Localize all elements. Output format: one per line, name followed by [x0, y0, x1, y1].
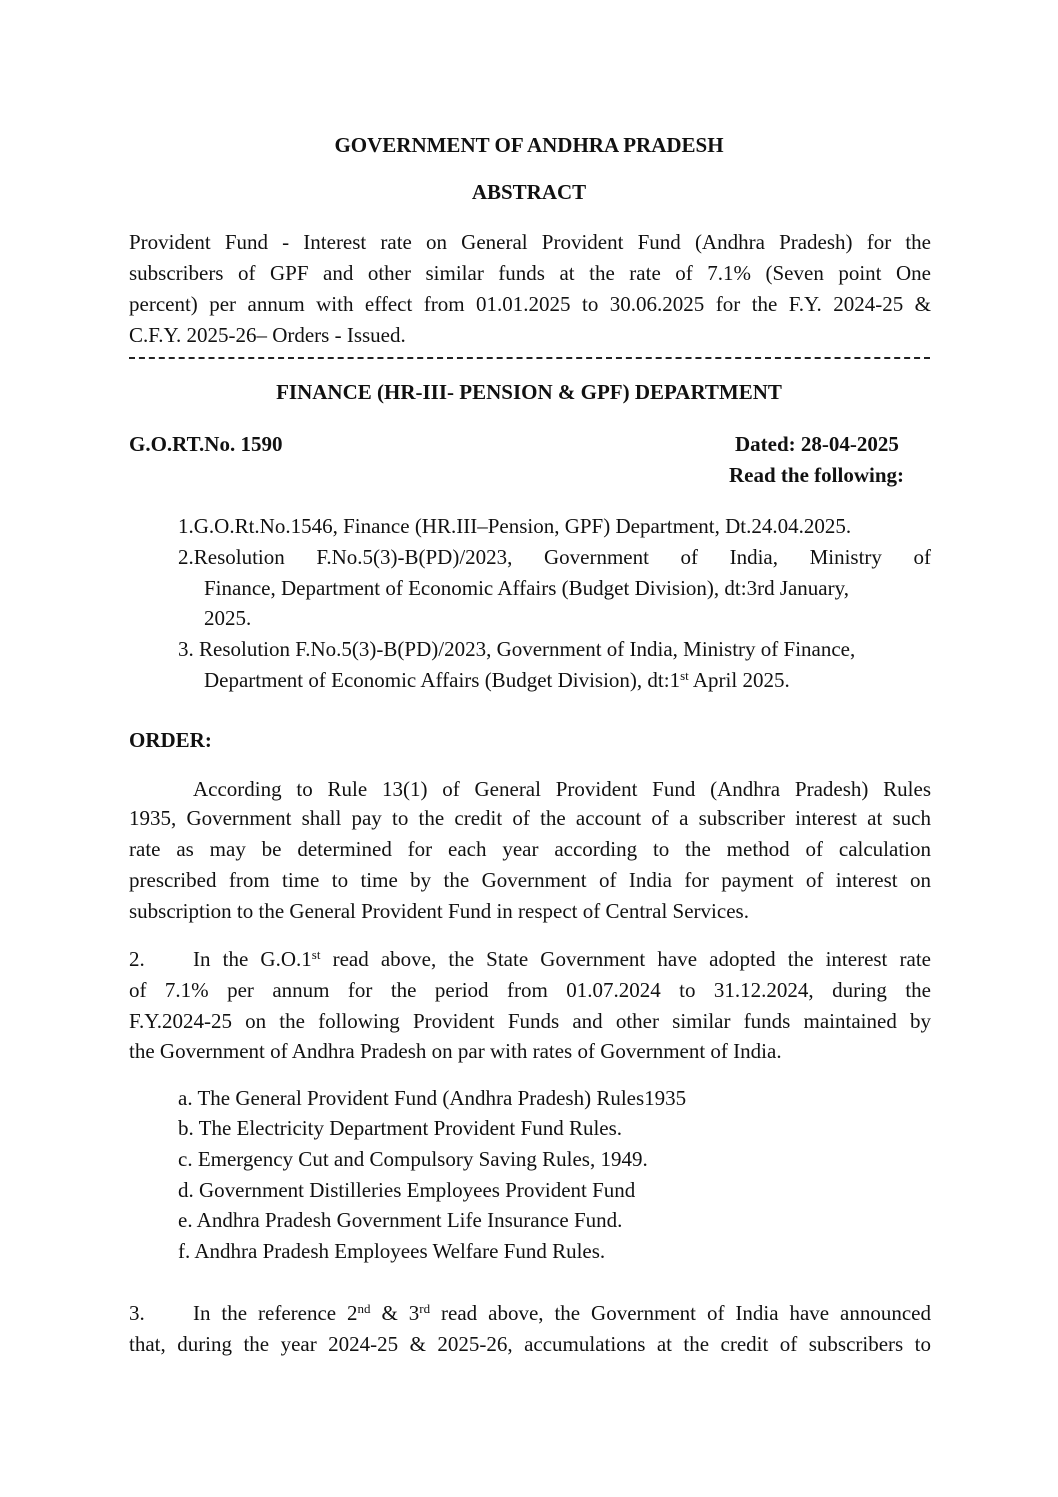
paragraph-number: 2.	[129, 947, 145, 971]
fund-item: b. The Electricity Department Provident Fund Rules.	[178, 1116, 623, 1140]
go-number: G.O.RT.No. 1590	[129, 432, 283, 456]
reference-item-1: 1.G.O.Rt.No.1546, Finance (HR.III–Pension, GPF) Department, Dt.24.04.2025.	[178, 514, 852, 538]
reference-item-3-cont	[204, 668, 790, 693]
fund-item: c. Emergency Cut and Compulsory Saving Rules, 1949.	[178, 1147, 648, 1171]
dashed-divider	[129, 357, 930, 359]
reference-text: Department of Economic Affairs (Budget Division), dt:1	[204, 668, 681, 692]
reference-text: April 2025.	[688, 668, 790, 692]
reference-item-2-cont: Finance, Department of Economic Affairs (Budget Division), dt:3rd January,	[204, 576, 850, 600]
read-following-label: Read the following:	[729, 463, 904, 487]
ordinal-superscript: st	[311, 947, 321, 962]
paragraph-line	[193, 947, 931, 973]
paragraph-text: In the reference 2	[193, 1301, 358, 1325]
order-heading: ORDER:	[129, 728, 212, 752]
reference-item-3: 3. Resolution F.No.5(3)-B(PD)/2023, Government of India, Ministry of Finance,	[178, 637, 856, 661]
ordinal-superscript: rd	[419, 1301, 431, 1316]
paragraph-line: 1935, Government shall pay to the credit of the account of a subscriber interest at such	[129, 806, 931, 830]
paragraph-text: read above, the State Government have adopted the interest rate	[320, 947, 931, 971]
paragraph-line: According to Rule 13(1) of General Provident Fund (Andhra Pradesh) Rules	[193, 777, 931, 801]
government-title: GOVERNMENT OF ANDHRA PRADESH	[334, 133, 724, 157]
paragraph-number: 3.	[129, 1301, 145, 1325]
abstract-line: Provident Fund - Interest rate on General Provident Fund (Andhra Pradesh) for the	[129, 230, 931, 254]
paragraph-text: In the G.O.1	[193, 947, 312, 971]
paragraph-line: subscription to the General Provident Fund in respect of Central Services.	[129, 899, 749, 923]
paragraph-line	[193, 1301, 931, 1327]
paragraph-line: that, during the year 2024-25 & 2025-26, accumulations at the credit of subscribers to	[129, 1332, 931, 1356]
reference-item-2: 2.Resolution F.No.5(3)-B(PD)/2023, Government of India, Ministry of	[178, 545, 931, 569]
paragraph-text: & 3	[370, 1301, 420, 1325]
abstract-line: subscribers of GPF and other similar funds at the rate of 7.1% (Seven point One	[129, 261, 931, 285]
abstract-line: C.F.Y. 2025-26– Orders - Issued.	[129, 323, 406, 347]
fund-item: a. The General Provident Fund (Andhra Pradesh) Rules1935	[178, 1086, 687, 1110]
reference-item-2-cont: 2025.	[204, 606, 252, 630]
abstract-heading: ABSTRACT	[471, 180, 587, 204]
paragraph-line: rate as may be determined for each year according to the method of calculation	[129, 837, 931, 861]
paragraph-line: prescribed from time to time by the Government of India for payment of interest on	[129, 868, 931, 892]
ordinal-superscript: st	[680, 668, 689, 683]
fund-item: f. Andhra Pradesh Employees Welfare Fund Rules.	[178, 1239, 606, 1263]
paragraph-line: the Government of Andhra Pradesh on par with rates of Government of India.	[129, 1039, 782, 1063]
paragraph-line: of 7.1% per annum for the period from 01.07.2024 to 31.12.2024, during the	[129, 978, 931, 1002]
ordinal-superscript: nd	[357, 1301, 371, 1316]
abstract-line: percent) per annum with effect from 01.01.2025 to 30.06.2025 for the F.Y. 2024-25 &	[129, 292, 931, 316]
fund-item: d. Government Distilleries Employees Provident Fund	[178, 1178, 636, 1202]
go-date: Dated: 28-04-2025	[735, 432, 899, 456]
fund-item: e. Andhra Pradesh Government Life Insurance Fund.	[178, 1208, 623, 1232]
paragraph-line: F.Y.2024-25 on the following Provident Funds and other similar funds maintained by	[129, 1009, 931, 1033]
paragraph-text: read above, the Government of India have announced	[430, 1301, 931, 1325]
department-heading: FINANCE (HR-III- PENSION & GPF) DEPARTMENT	[276, 380, 782, 404]
